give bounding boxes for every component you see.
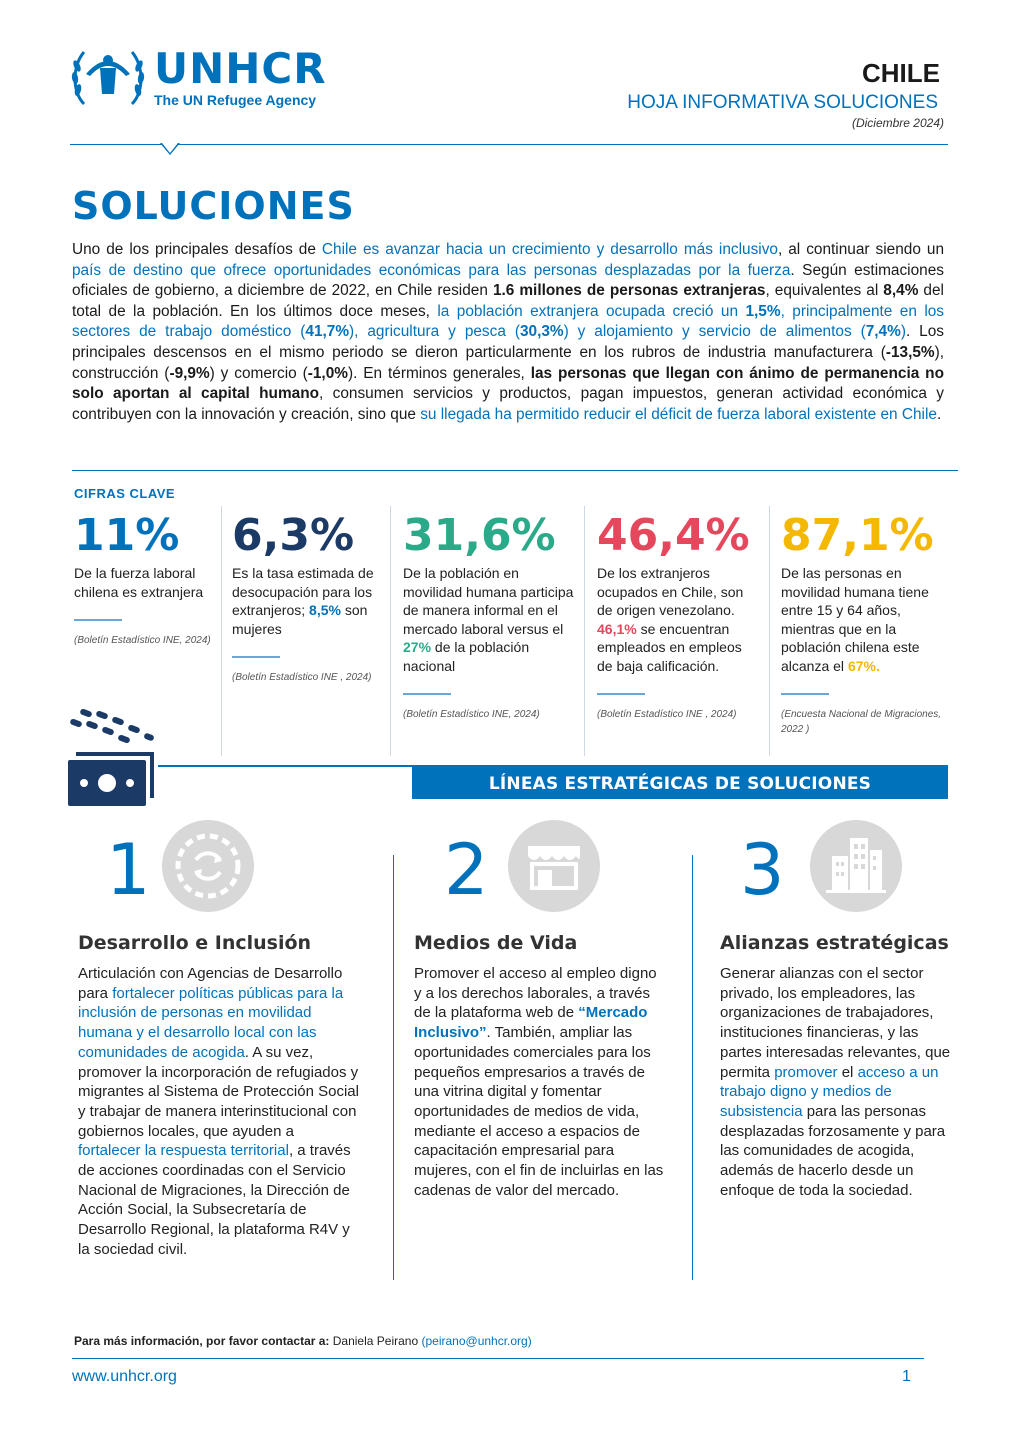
page-title: SOLUCIONES — [72, 184, 355, 228]
footer-divider — [72, 1358, 924, 1359]
column-title: Medios de Vida — [414, 932, 578, 954]
key-figure-value: 87,1% — [781, 510, 934, 561]
storefront-icon — [508, 820, 600, 912]
key-figure-source: (Boletín Estadístico INE, 2024) — [74, 635, 211, 646]
column-number: 1 — [106, 829, 151, 911]
key-figure-text: De la población en movilidad humana participa de manera informal en el mercado laboral versus el 27% de la población nacional — [403, 565, 574, 674]
key-figure-value: 6,3% — [232, 510, 355, 561]
column-text: Generar alianzas con el sector privado, los empleadores, las organizaciones de trabajadores, instituciones financieras, y las partes interesadas relevantes, que permita promover el acceso a un trabajo digno y medios de subsistencia para las personas desplazadas forzosamente y para las comunidades de acogida, además de hacerlo desde un enfoque de toda la sociedad. — [720, 965, 951, 1199]
column-title: Desarrollo e Inclusión — [78, 932, 312, 954]
page-number: 1 — [902, 1368, 911, 1385]
key-figure-underline — [232, 656, 280, 658]
logo-name: UNHCR — [154, 44, 327, 93]
key-figure-separator — [584, 506, 585, 756]
section-divider — [72, 470, 958, 471]
key-figure-separator — [221, 506, 222, 756]
document-type: HOJA INFORMATIVA SOLUCIONES — [627, 92, 938, 113]
buildings-icon — [810, 820, 902, 912]
key-figure-3 — [403, 508, 575, 758]
key-figure-text: Es la tasa estimada de desocupación para los extranjeros; 8,5% son mujeres — [232, 565, 374, 637]
column-text: Promover el acceso al empleo digno y a los derechos laborales, a través de la plataforma web de “Mercado Inclusivo”. También, ampliar las oportunidades comerciales para los pequeños empresarios a través de una vitrina digital y fomentar oportunidades de medios de vida, mediante el acceso a espacios de capacitación empresarial para mujeres, con el fin de incluirlas en las cadenas de valor del mercado. — [414, 965, 664, 1199]
column-number: 3 — [740, 829, 785, 911]
column-number: 2 — [444, 829, 489, 911]
circular-arrows-icon — [162, 820, 254, 912]
key-figure-source: (Boletín Estadístico INE, 2024) — [403, 709, 540, 720]
header-notch-inner — [162, 143, 178, 153]
key-figure-2 — [232, 508, 382, 758]
key-figure-text: De los extranjeros ocupados en Chile, son de origen venezolano. 46,1% se encuentran empleados en empleos de baja calificación. — [597, 565, 744, 674]
unhcr-logo — [70, 44, 340, 114]
column-separator — [393, 855, 394, 1280]
column-separator — [692, 855, 693, 1280]
contact-info: Para más información, por favor contactar a: Daniela Peirano (peirano@unhcr.org) — [74, 1334, 532, 1348]
website-link[interactable]: www.unhcr.org — [72, 1368, 177, 1385]
key-figure-separator — [390, 506, 391, 756]
contact-email-link[interactable]: (peirano@unhcr.org) — [421, 1334, 532, 1348]
logo-tagline: The UN Refugee Agency — [154, 92, 317, 108]
intro-paragraph: Uno de los principales desafíos de Chile es avanzar hacia un crecimiento y desarrollo más inclusivo, al continuar siendo un país de destino que ofrece oportunidades económicas para las personas desplazadas por la fuerza. Según estimaciones oficiales de gobierno, a diciembre de 2022, en Chile residen 1.6 millones de personas extranjeras, equivalentes al 8,4% del total de la población. En los últimos doce meses, la población extranjera ocupada creció un 1,5%, principalmente en los sectores de trabajo doméstico (41,7%), agricultura y pesca (30,3%) y alojamiento y servicio de alimentos (7,4%). Los principales descensos en el mismo periodo se dieron particularmente en los rubros de industria manufacturera (-13,5%), construcción (-9,9%) y comercio (-1,0%). En términos generales, las personas que llegan con ánimo de permanencia no solo aportan al capital humano, consumen servicios y productos, pagan impuestos, generan actividad económica y contribuyen con la innovación y creación, sino que su llegada ha permitido reducir el déficit de fuerza laboral existente en Chile. — [72, 241, 945, 423]
key-figure-source: (Boletín Estadístico INE , 2024) — [232, 672, 372, 683]
country-title: CHILE — [862, 58, 940, 88]
key-figure-source: (Boletín Estadístico INE , 2024) — [597, 709, 737, 720]
key-figure-text: De la fuerza laboral chilena es extranjera — [74, 565, 204, 600]
document-date: (Diciembre 2024) — [851, 116, 944, 130]
key-figure-4 — [597, 508, 761, 758]
header-divider — [70, 144, 948, 145]
key-figure-underline — [597, 693, 645, 695]
key-figure-separator — [769, 506, 770, 756]
key-figure-5 — [781, 508, 949, 758]
strategic-lines-banner: LÍNEAS ESTRATÉGICAS DE SOLUCIONES — [412, 767, 948, 799]
key-figure-underline — [403, 693, 451, 695]
unhcr-laurel-logo-icon — [70, 44, 146, 112]
column-title: Alianzas estratégicas — [720, 932, 949, 954]
key-figure-underline — [781, 693, 829, 695]
key-figures-label: CIFRAS CLAVE — [74, 486, 176, 501]
key-figure-value: 31,6% — [403, 510, 556, 561]
key-figure-value: 11% — [74, 510, 180, 561]
money-icon — [66, 706, 158, 810]
column-text: Articulación con Agencias de Desarrollo para fortalecer políticas públicas para la inclusión de personas en movilidad humana y el desarrollo local con las comunidades de acogida. A su vez, promover la incorporación de refugiados y migrantes al Sistema de Protección Social y trabajar de manera interinstitucional con gobiernos locales, que ayuden a fortalecer la respuesta territorial, a través de acciones coordinadas con el Servicio Nacional de Migraciones, la Dirección de Acción Social, la Subsecretaría de Desarrollo Regional, la plataforma R4V y la sociedad civil. — [78, 965, 359, 1258]
key-figure-text: De las personas en movilidad humana tiene entre 15 y 64 años, mientras que en la población chilena este alcanza el 67%. — [781, 565, 929, 674]
key-figure-value: 46,4% — [597, 510, 750, 561]
key-figure-underline — [74, 619, 122, 621]
key-figure-source: (Encuesta Nacional de Migraciones, 2022 ) — [781, 709, 942, 735]
